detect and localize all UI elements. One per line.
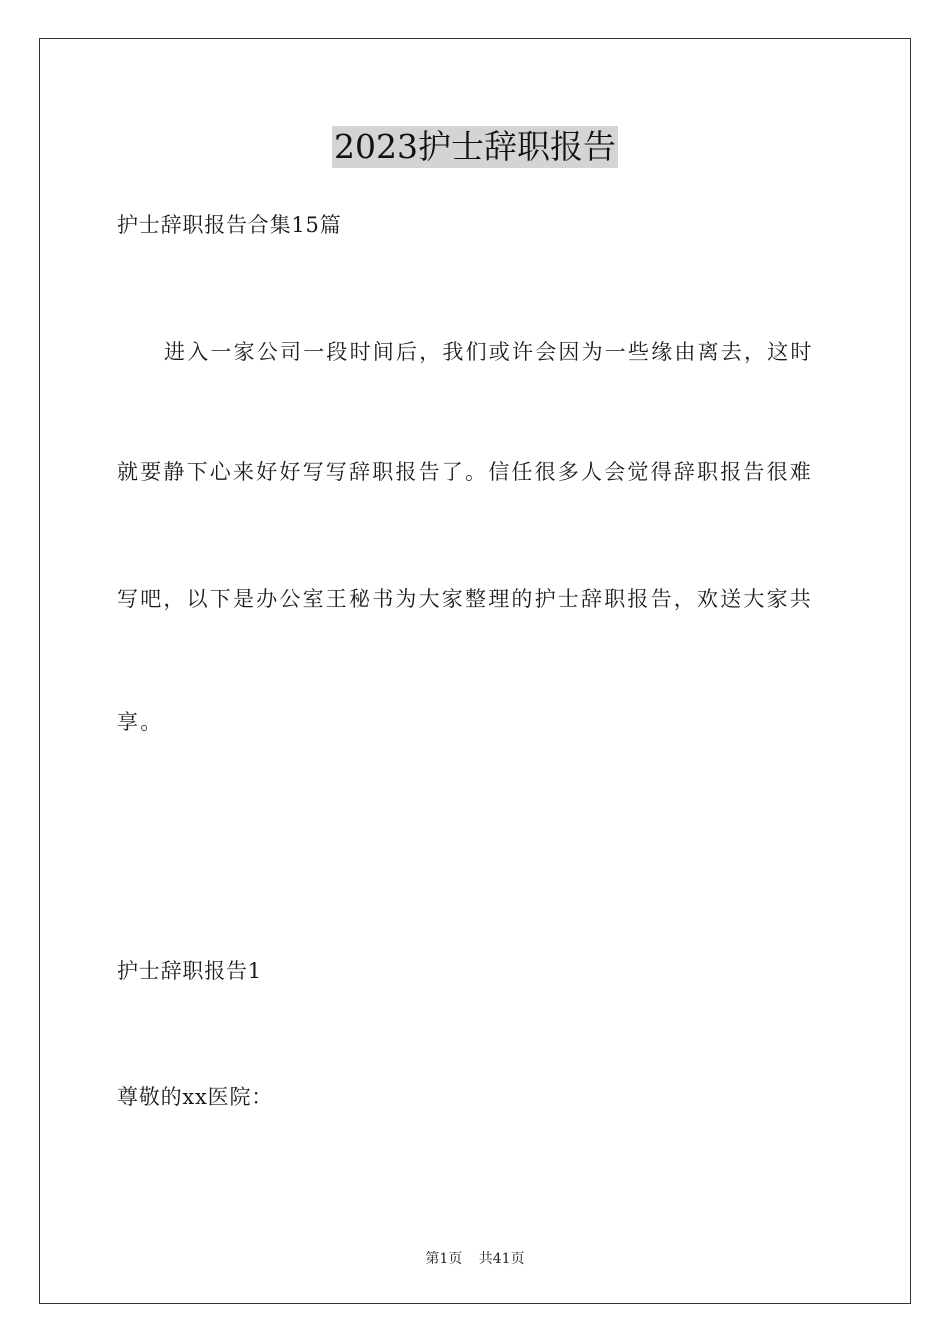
intro-line-1: 进入一家公司一段时间后，我们或许会因为一些缘由离去，这时 [164,340,814,364]
salutation: 尊敬的xx医院： [117,1085,274,1109]
document-title: 2023护士辞职报告 [334,127,616,166]
intro-line-2: 就要静下心来好好写写辞职报告了。信任很多人会觉得辞职报告很难 [117,460,813,484]
page-total: 共41页 [478,1251,525,1267]
intro-line-4: 享。 [117,710,164,734]
page-footer [0,1248,950,1268]
section-heading: 护士辞职报告1 [117,959,262,983]
page-number: 第1页 [425,1251,463,1267]
document-subtitle: 护士辞职报告合集15篇 [117,213,342,237]
intro-line-3: 写吧，以下是办公室王秘书为大家整理的护士辞职报告，欢送大家共 [117,587,813,611]
title-container [0,126,950,168]
